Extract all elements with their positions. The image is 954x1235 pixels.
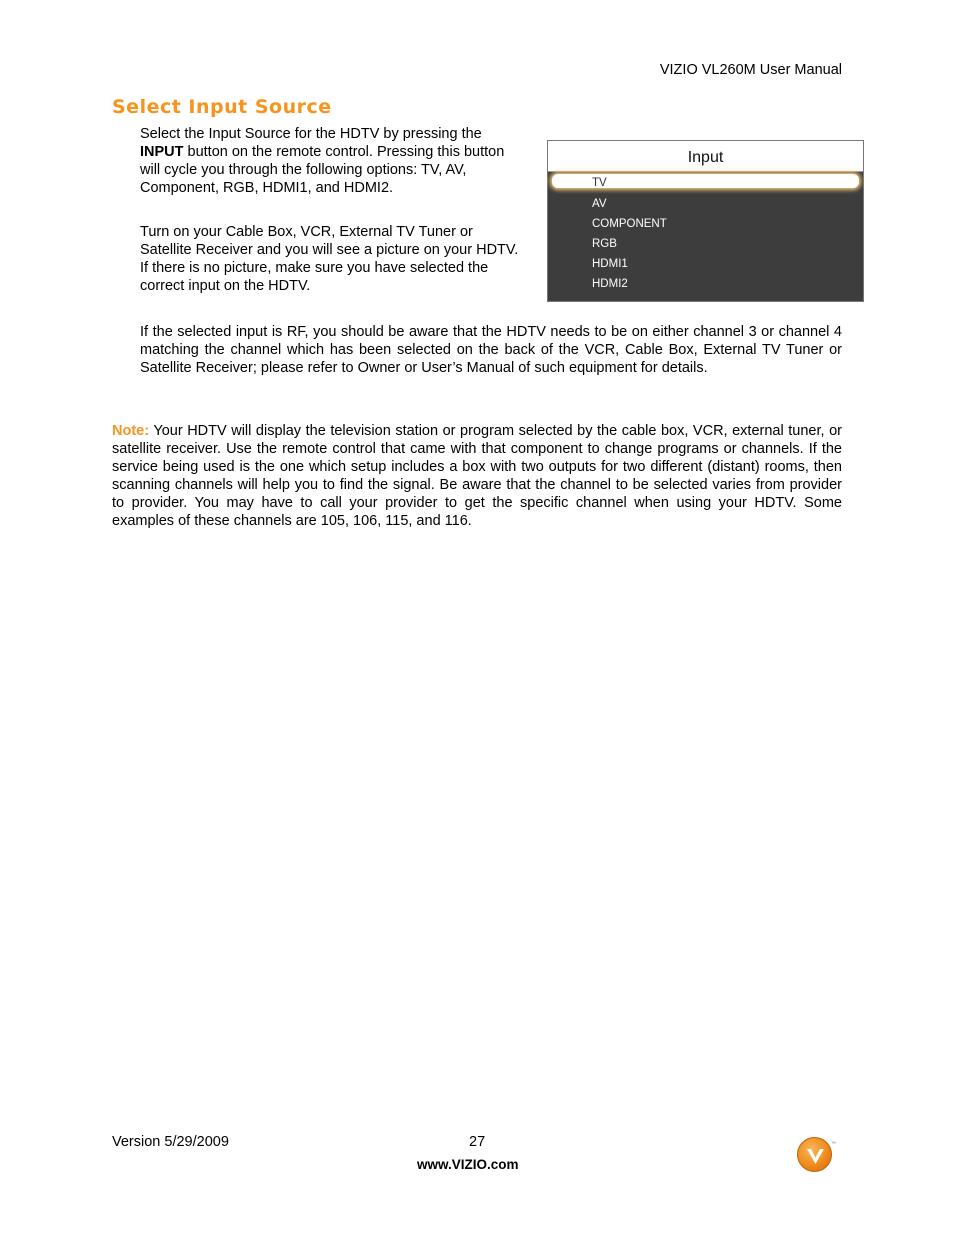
turn-on-paragraph: Turn on your Cable Box, VCR, External TV Tuner or Satellite Receiver and you will see a picture on your HDTV. If there is no picture, make sure you have selected the correct input on the HDTV. bbox=[140, 224, 519, 294]
note-paragraph bbox=[112, 422, 842, 530]
footer-version: Version 5/29/2009 bbox=[112, 1134, 229, 1150]
input-menu bbox=[547, 140, 864, 302]
header-manual-title: VIZIO VL260M User Manual bbox=[659, 62, 842, 78]
input-menu-item-hdmi1[interactable]: HDMI1 bbox=[592, 258, 628, 270]
vizio-logo-icon bbox=[797, 1137, 832, 1172]
input-button-name: INPUT bbox=[140, 144, 184, 160]
input-menu-item-tv[interactable]: TV bbox=[552, 174, 859, 188]
trademark-mark: ™ bbox=[831, 1141, 836, 1147]
footer-url: www.VIZIO.com bbox=[417, 1157, 519, 1172]
note-label: Note: bbox=[112, 423, 150, 439]
input-menu-item-hdmi2[interactable]: HDMI2 bbox=[592, 278, 628, 290]
intro-column bbox=[140, 125, 520, 313]
vizio-v-icon bbox=[798, 1138, 833, 1173]
section-heading: Select Input Source bbox=[112, 96, 332, 118]
footer-page-number: 27 bbox=[469, 1134, 486, 1150]
intro-text-end: button on the remote control. Pressing this button will cycle you through the following options: TV, AV, Component, RGB, HDMI1, and HDMI2. bbox=[140, 144, 505, 196]
intro-paragraph bbox=[140, 125, 520, 197]
input-menu-title: Input bbox=[548, 141, 863, 172]
input-menu-item-av[interactable]: AV bbox=[592, 198, 607, 210]
note-text: Your HDTV will display the television station or program selected by the cable box, VCR, external tuner, or satellite receiver. Use the remote control that came with that component to change programs or channels. If the service being used is the one which setup includes a box with two outputs for two different (distant) rooms, then scanning channels will help you to find the signal. Be aware that the channel to be selected varies from provider to provider. You may have to call your provider to get the specific channel when using your HDTV. Some examples of these channels are 105, 106, 115, and 116. bbox=[112, 423, 842, 529]
input-menu-item-rgb[interactable]: RGB bbox=[592, 238, 617, 250]
input-menu-list bbox=[548, 172, 863, 294]
input-menu-item-component[interactable]: COMPONENT bbox=[592, 218, 667, 230]
intro-text-start: Select the Input Source for the HDTV by pressing the bbox=[140, 126, 482, 142]
rf-paragraph: If the selected input is RF, you should be aware that the HDTV needs to be on either channel 3 or channel 4 matching the channel which has been selected on the back of the VCR, Cable Box, External TV Tuner or Satellite Receiver; please refer to Owner or User’s Manual of such equipment for details. bbox=[140, 324, 842, 376]
